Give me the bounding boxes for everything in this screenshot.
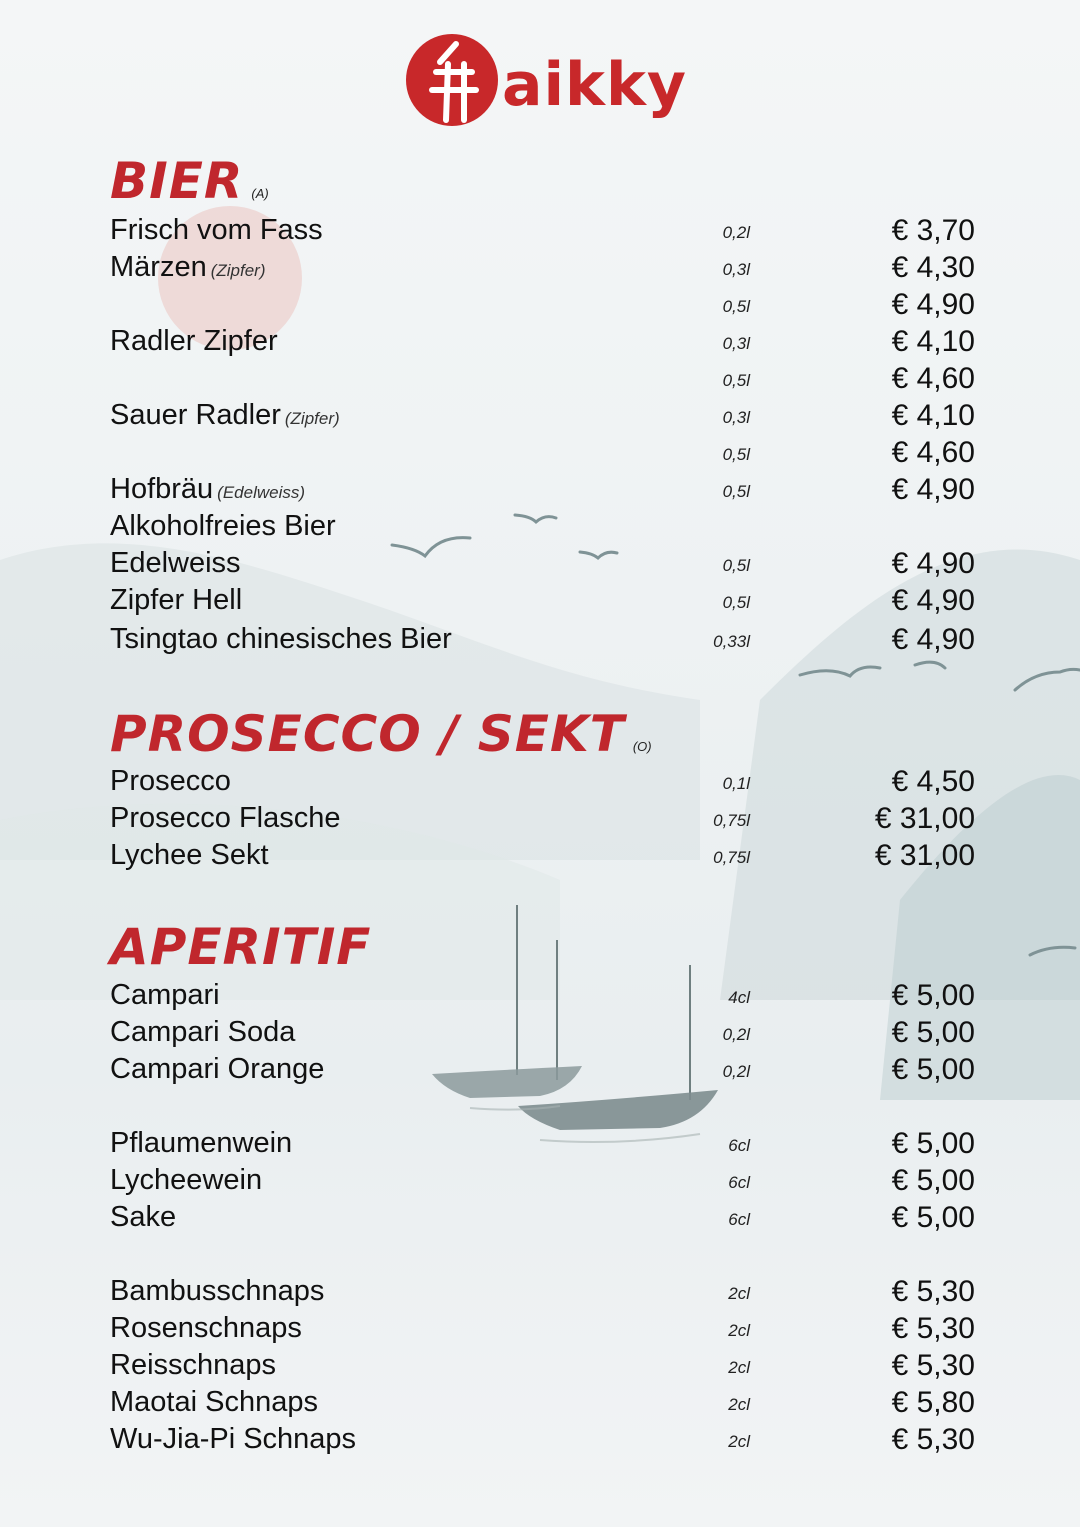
item-price: € 5,00	[891, 1201, 975, 1234]
item-volume: 2cl	[728, 1321, 750, 1340]
item-price: € 5,80	[891, 1386, 975, 1419]
item-price: € 4,90	[891, 473, 975, 506]
item-volume: 2cl	[728, 1358, 750, 1377]
menu-item	[110, 1014, 975, 1051]
item-price: € 4,90	[891, 584, 975, 617]
item-name: Campari Soda	[110, 1016, 296, 1048]
menu-item	[110, 286, 975, 323]
section-heading	[110, 918, 371, 976]
item-volume: 6cl	[728, 1210, 750, 1229]
item-volume: 2cl	[728, 1284, 750, 1303]
item-brand-note: (Edelweiss)	[217, 483, 306, 502]
item-name-wrap	[110, 471, 305, 511]
item-name: Prosecco	[110, 765, 231, 797]
menu-item	[110, 1125, 975, 1162]
item-name: Campari	[110, 979, 220, 1011]
item-volume: 0,5l	[722, 556, 750, 575]
item-name: Pflaumenwein	[110, 1127, 293, 1159]
item-price: € 5,30	[891, 1275, 975, 1308]
item-name: Bambusschnaps	[110, 1275, 325, 1307]
menu-item	[110, 582, 975, 619]
item-name-wrap	[110, 1310, 302, 1347]
menu-item	[110, 763, 975, 800]
item-name: Märzen	[110, 251, 207, 283]
menu-item	[110, 837, 975, 874]
item-name: Radler Zipfer	[110, 325, 278, 357]
item-volume: 6cl	[728, 1136, 750, 1155]
section-title: APERITIF	[110, 918, 372, 976]
item-name: Hofbräu	[110, 473, 214, 505]
item-brand-note: (Zipfer)	[284, 409, 340, 428]
section-heading	[110, 705, 652, 763]
item-volume: 0,75l	[713, 811, 750, 830]
item-name: Tsingtao chinesisches Bier	[110, 623, 452, 655]
item-price: € 5,00	[891, 1164, 975, 1197]
item-name: Reisschnaps	[110, 1349, 277, 1381]
item-name-wrap	[110, 545, 241, 582]
item-price: € 4,90	[891, 623, 975, 656]
item-name-wrap	[110, 1421, 356, 1458]
menu-item	[110, 1162, 975, 1199]
logo-text: aikky	[502, 50, 687, 120]
item-name: Maotai Schnaps	[110, 1386, 318, 1418]
menu-item	[110, 1384, 975, 1421]
logo-mark-icon	[406, 34, 498, 126]
item-name: Lychee Sekt	[110, 839, 269, 871]
item-name-wrap	[110, 763, 231, 800]
item-volume: 0,1l	[722, 774, 750, 793]
item-name: Rosenschnaps	[110, 1312, 302, 1344]
item-price: € 5,00	[891, 1016, 975, 1049]
section-heading	[110, 152, 269, 210]
item-name: Zipfer Hell	[110, 584, 243, 616]
item-price: € 3,70	[891, 214, 975, 247]
item-name: Wu-Jia-Pi Schnaps	[110, 1423, 357, 1455]
item-price: € 4,50	[891, 765, 975, 798]
item-price: € 5,30	[891, 1349, 975, 1382]
item-volume: 0,5l	[722, 482, 750, 501]
item-volume: 0,75l	[713, 848, 750, 867]
menu-item	[110, 249, 975, 286]
item-volume: 0,3l	[722, 408, 750, 427]
item-price: € 31,00	[874, 802, 975, 835]
menu-item	[110, 508, 975, 545]
menu-item	[110, 434, 975, 471]
menu-item	[110, 977, 975, 1014]
brand-logo	[400, 30, 690, 130]
item-name: Frisch vom Fass	[110, 214, 323, 246]
section-note: (O)	[632, 739, 652, 754]
item-volume: 0,2l	[722, 1062, 750, 1081]
item-volume: 6cl	[728, 1173, 750, 1192]
item-name-wrap	[110, 1051, 324, 1088]
item-name-wrap	[110, 508, 336, 545]
item-price: € 31,00	[874, 839, 975, 872]
item-name-wrap	[110, 1162, 262, 1199]
item-price: € 4,30	[891, 251, 975, 284]
item-name-wrap	[110, 212, 323, 249]
item-name-wrap	[110, 977, 220, 1014]
menu-item	[110, 212, 975, 249]
item-name-wrap	[110, 1384, 318, 1421]
section-title: PROSECCO / SEKT	[110, 705, 625, 763]
item-volume: 0,33l	[713, 632, 750, 651]
item-name: Prosecco Flasche	[110, 802, 341, 834]
item-price: € 4,90	[891, 288, 975, 321]
menu-item	[110, 1421, 975, 1458]
item-name: Sake	[110, 1201, 177, 1233]
item-volume: 0,3l	[722, 260, 750, 279]
menu-item	[110, 621, 975, 658]
item-price: € 5,30	[891, 1312, 975, 1345]
item-volume: 0,5l	[722, 445, 750, 464]
menu-item	[110, 397, 975, 434]
item-name-wrap	[110, 582, 242, 619]
item-name-wrap	[110, 1125, 292, 1162]
item-name-wrap	[110, 621, 452, 658]
item-volume: 2cl	[728, 1432, 750, 1451]
menu-item	[110, 323, 975, 360]
section-title: BIER	[110, 152, 244, 210]
menu-item	[110, 1310, 975, 1347]
menu-item	[110, 800, 975, 837]
item-price: € 5,00	[891, 979, 975, 1012]
item-volume: 4cl	[728, 988, 750, 1007]
menu-item	[110, 1051, 975, 1088]
item-name-wrap	[110, 1347, 276, 1384]
item-name-wrap	[110, 323, 278, 360]
item-price: € 4,90	[891, 547, 975, 580]
item-name-wrap	[110, 1273, 324, 1310]
item-price: € 4,60	[891, 436, 975, 469]
item-price: € 4,10	[891, 325, 975, 358]
menu-item	[110, 1273, 975, 1310]
item-name-wrap	[110, 249, 265, 289]
item-price: € 5,00	[891, 1127, 975, 1160]
item-name-wrap	[110, 837, 269, 874]
section-note: (A)	[251, 186, 269, 201]
item-price: € 5,00	[891, 1053, 975, 1086]
item-name-wrap	[110, 800, 341, 837]
item-volume: 0,5l	[722, 371, 750, 390]
item-volume: 0,2l	[722, 1025, 750, 1044]
item-brand-note: (Zipfer)	[210, 261, 266, 280]
item-volume: 0,5l	[722, 297, 750, 316]
item-name-wrap	[110, 1199, 176, 1236]
item-name: Sauer Radler	[110, 399, 281, 431]
menu-item	[110, 1199, 975, 1236]
item-name: Campari Orange	[110, 1053, 325, 1085]
item-name: Alkoholfreies Bier	[110, 510, 336, 542]
menu-item	[110, 360, 975, 397]
menu-item	[110, 545, 975, 582]
item-price: € 4,10	[891, 399, 975, 432]
item-volume: 0,2l	[722, 223, 750, 242]
item-price: € 4,60	[891, 362, 975, 395]
item-name: Lycheewein	[110, 1164, 263, 1196]
menu-item	[110, 1347, 975, 1384]
item-name: Edelweiss	[110, 547, 241, 579]
item-volume: 2cl	[728, 1395, 750, 1414]
item-name-wrap	[110, 1014, 295, 1051]
item-name-wrap	[110, 397, 340, 437]
item-volume: 0,3l	[722, 334, 750, 353]
item-price: € 5,30	[891, 1423, 975, 1456]
item-volume: 0,5l	[722, 593, 750, 612]
menu-item	[110, 471, 975, 508]
